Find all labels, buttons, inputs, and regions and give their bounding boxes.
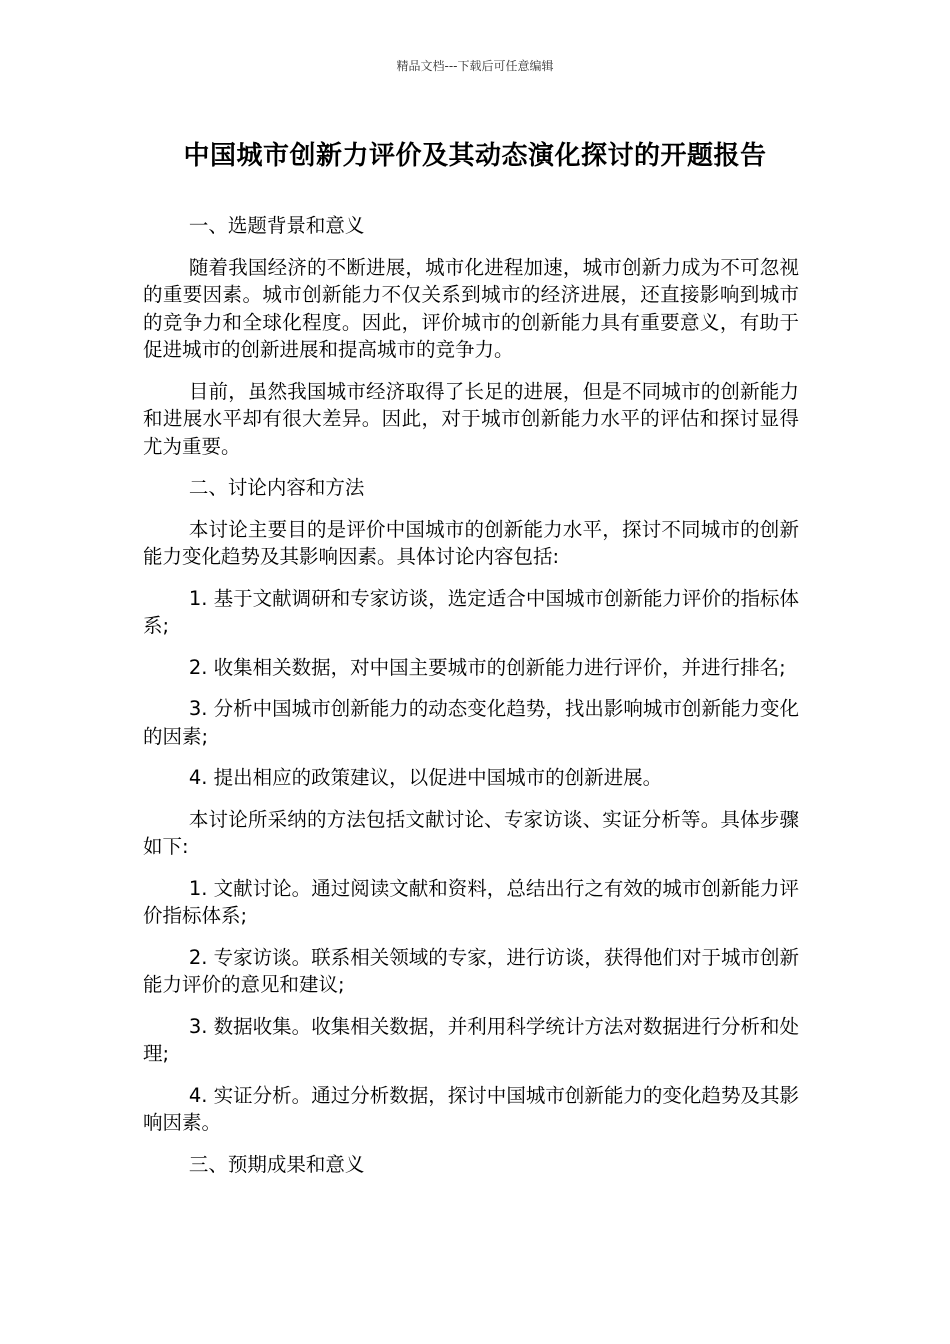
paragraph-content-intro: 本讨论主要目的是评价中国城市的创新能力水平，探讨不同城市的创新能力变化趋势及其影响因素。具体讨论内容包括:	[143, 517, 799, 568]
paragraph-background-1: 随着我国经济的不断进展，城市化进程加速，城市创新力成为不可忽视的重要因素。城市创新能力不仅关系到城市的经济进展，还直接影响到城市的竞争力和全球化程度。因此，评价城市的创新能力具有重要意义，有助于促进城市的创新进展和提高城市的竞争力。	[143, 255, 799, 361]
list-item-method-3: 3. 数据收集。收集相关数据，并利用科学统计方法对数据进行分析和处理;	[143, 1014, 799, 1065]
header-note: 精品文档---下载后可任意编辑	[396, 59, 554, 73]
section-heading-content-methods: 二、讨论内容和方法	[188, 476, 365, 499]
section-heading-background: 一、选题背景和意义	[188, 214, 365, 237]
list-item-method-2: 2. 专家访谈。联系相关领域的专家，进行访谈，获得他们对于城市创新能力评价的意见和建议;	[143, 945, 799, 996]
paragraph-background-2: 目前，虽然我国城市经济取得了长足的进展，但是不同城市的创新能力和进展水平却有很大差异。因此，对于城市创新能力水平的评估和探讨显得尤为重要。	[143, 379, 799, 458]
list-item-content-4: 4. 提出相应的政策建议，以促进中国城市的创新进展。	[188, 766, 663, 789]
list-item-method-4: 4. 实证分析。通过分析数据，探讨中国城市创新能力的变化趋势及其影响因素。	[143, 1083, 799, 1134]
list-item-content-1: 1. 基于文献调研和专家访谈，选定适合中国城市创新能力评价的指标体系;	[143, 586, 799, 637]
document-body	[143, 212, 799, 1192]
document-title: 中国城市创新力评价及其动态演化探讨的开题报告	[183, 141, 767, 171]
section-heading-expected-results: 三、预期成果和意义	[188, 1152, 365, 1176]
list-item-method-1: 1. 文献讨论。通过阅读文献和资料，总结出行之有效的城市创新能力评价指标体系;	[143, 876, 799, 927]
list-item-content-2: 2. 收集相关数据，对中国主要城市的创新能力进行评价，并进行排名;	[188, 655, 786, 679]
list-item-content-3: 3. 分析中国城市创新能力的动态变化趋势，找出影响城市创新能力变化的因素;	[143, 697, 799, 748]
paragraph-methods-intro: 本讨论所采纳的方法包括文献讨论、专家访谈、实证分析等。具体步骤如下:	[143, 807, 799, 858]
